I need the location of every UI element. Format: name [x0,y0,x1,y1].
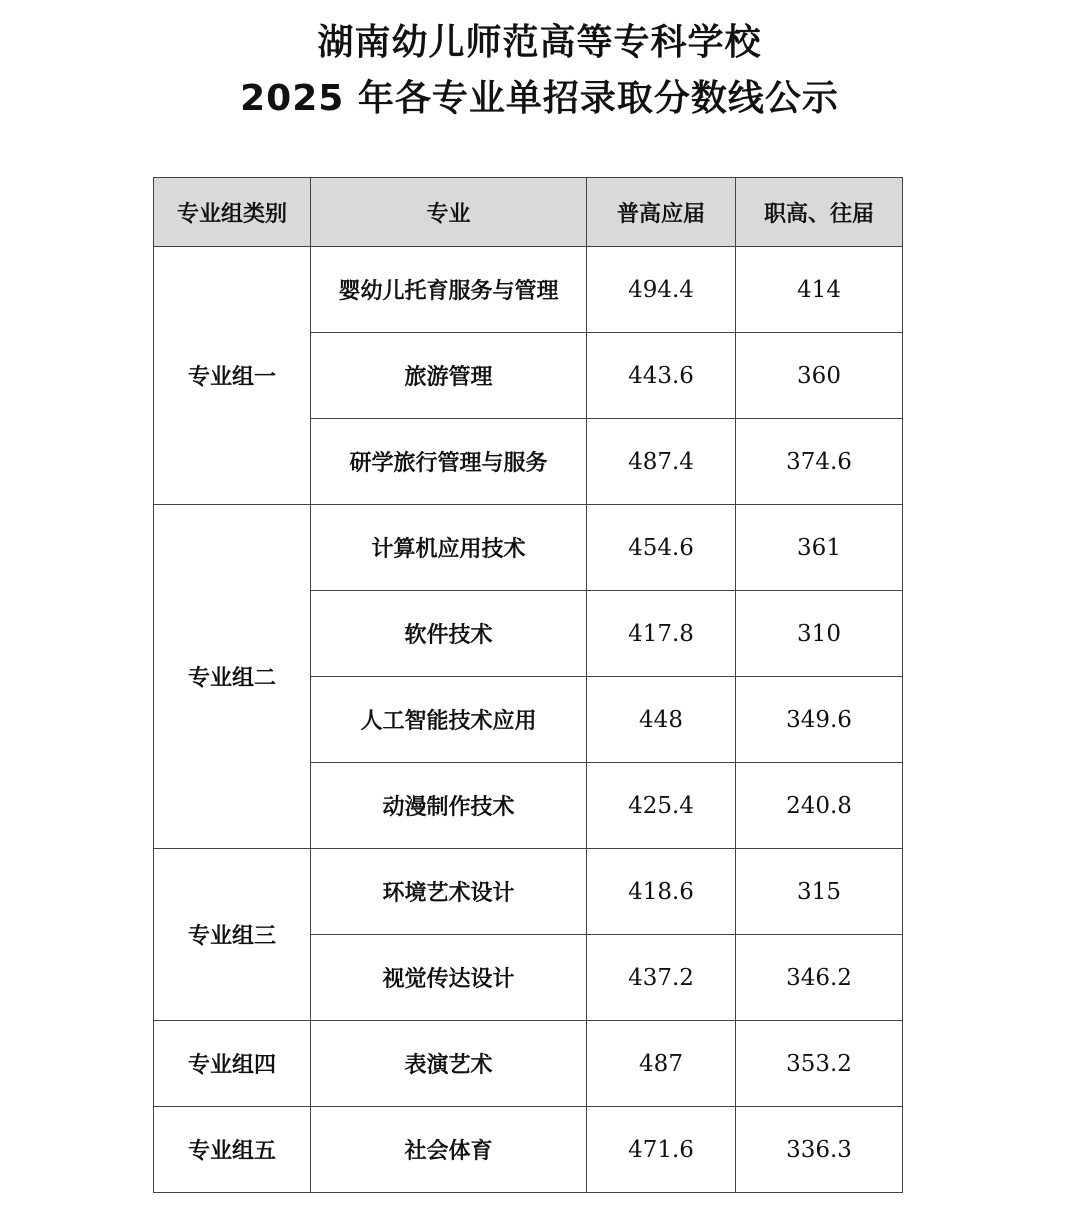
pugao-score: 471.6 [587,1107,736,1193]
zhigao-score: 361 [736,505,903,591]
pugao-score: 487.4 [587,419,736,505]
major-cell: 软件技术 [311,591,587,677]
group-cell: 专业组三 [154,849,311,1021]
group-cell: 专业组四 [154,1021,311,1107]
zhigao-score: 240.8 [736,763,903,849]
group-cell: 专业组二 [154,505,311,849]
zhigao-score: 414 [736,247,903,333]
document-subtitle: 2025 年各专业单招录取分数线公示 [240,78,839,119]
pugao-score: 417.8 [587,591,736,677]
pugao-score: 425.4 [587,763,736,849]
zhigao-score: 346.2 [736,935,903,1021]
major-cell: 研学旅行管理与服务 [311,419,587,505]
pugao-score: 418.6 [587,849,736,935]
zhigao-score: 360 [736,333,903,419]
pugao-score: 487 [587,1021,736,1107]
table-row [154,1021,903,1107]
major-cell: 环境艺术设计 [311,849,587,935]
zhigao-score: 315 [736,849,903,935]
major-cell: 社会体育 [311,1107,587,1193]
table-body [154,247,903,1193]
major-cell: 动漫制作技术 [311,763,587,849]
group-cell: 专业组一 [154,247,311,505]
table-row [154,849,903,935]
pugao-score: 494.4 [587,247,736,333]
pugao-score: 443.6 [587,333,736,419]
table-row [154,247,903,333]
major-cell: 计算机应用技术 [311,505,587,591]
table-header-row [154,178,903,247]
document-title: 湖南幼儿师范高等专科学校 [317,22,762,63]
major-cell: 人工智能技术应用 [311,677,587,763]
pugao-score: 437.2 [587,935,736,1021]
pugao-score: 454.6 [587,505,736,591]
header-major: 专业 [311,178,587,247]
major-cell: 旅游管理 [311,333,587,419]
admission-score-table [153,177,903,1193]
major-cell: 婴幼儿托育服务与管理 [311,247,587,333]
zhigao-score: 349.6 [736,677,903,763]
header-pugao: 普高应届 [587,178,736,247]
header-zhigao: 职高、往届 [736,178,903,247]
zhigao-score: 374.6 [736,419,903,505]
table-row [154,1107,903,1193]
header-group: 专业组类别 [154,178,311,247]
table-row [154,505,903,591]
pugao-score: 448 [587,677,736,763]
major-cell: 视觉传达设计 [311,935,587,1021]
group-cell: 专业组五 [154,1107,311,1193]
zhigao-score: 336.3 [736,1107,903,1193]
zhigao-score: 310 [736,591,903,677]
major-cell: 表演艺术 [311,1021,587,1107]
zhigao-score: 353.2 [736,1021,903,1107]
